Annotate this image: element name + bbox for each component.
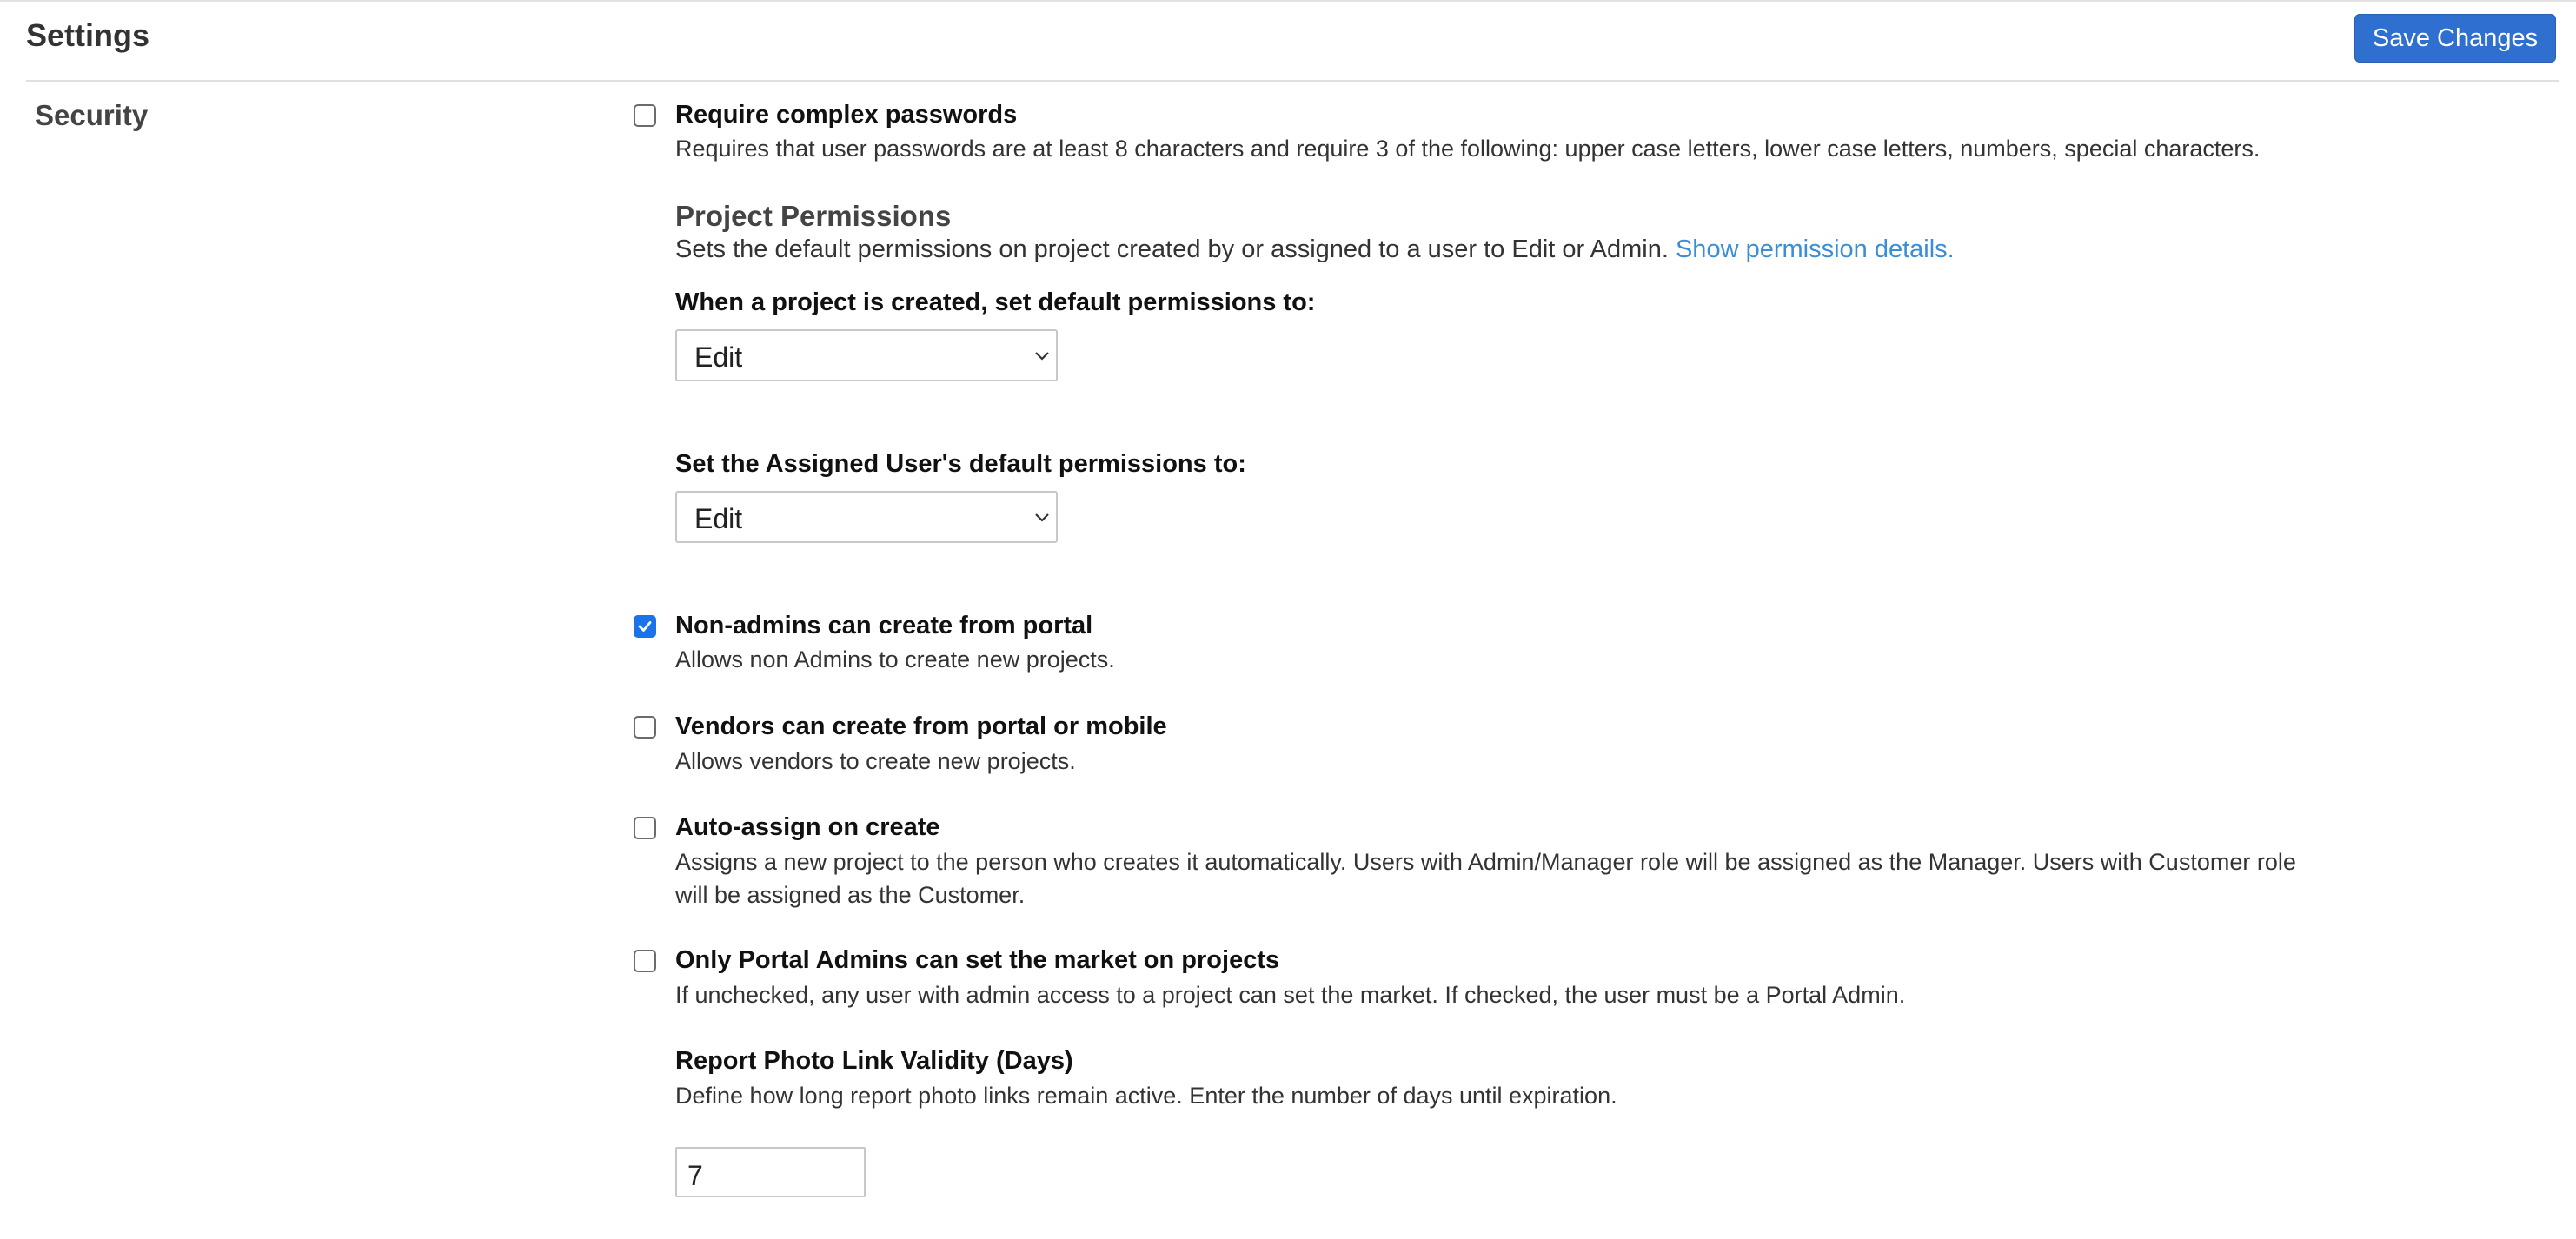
project-permissions-description-text: Sets the default permissions on project created by or assigned to a user to Edit or Admin. xyxy=(675,235,1669,263)
auto-assign-checkbox[interactable] xyxy=(634,817,656,839)
assigned-permissions-label: Set the Assigned User's default permissions to: xyxy=(675,450,1246,478)
auto-assign-title: Auto-assign on create xyxy=(675,813,940,841)
portal-admins-market-description: If unchecked, any user with admin access to a project can set the market. If checked, the user must be a Portal Admin. xyxy=(675,982,1906,1008)
vendors-create-title: Vendors can create from portal or mobile xyxy=(675,712,1167,740)
page-title: Settings xyxy=(26,17,150,53)
section-title-security: Security xyxy=(35,99,149,131)
report-photo-validity-input[interactable] xyxy=(675,1147,866,1197)
portal-admins-market-title: Only Portal Admins can set the market on projects xyxy=(675,946,1280,974)
complex-passwords-description: Requires that user passwords are at least 8 characters and require 3 of the following: upper case letters, lower case letters, numbers, special characters. xyxy=(675,136,2261,162)
project-permissions-description xyxy=(675,235,1955,264)
chevron-down-icon xyxy=(1033,350,1051,362)
non-admins-create-title: Non-admins can create from portal xyxy=(675,612,1093,639)
created-permissions-value: Edit xyxy=(694,341,743,373)
created-permissions-select[interactable] xyxy=(675,329,1058,381)
settings-header xyxy=(0,0,2576,80)
auto-assign-description-line2: will be assigned as the Customer. xyxy=(675,882,1026,908)
vendors-create-description: Allows vendors to create new projects. xyxy=(675,748,1076,774)
report-photo-validity-description: Define how long report photo links remain active. Enter the number of days until expiration. xyxy=(675,1083,1617,1109)
project-permissions-heading: Project Permissions xyxy=(675,200,952,232)
complex-passwords-title: Require complex passwords xyxy=(675,101,1018,129)
save-changes-button[interactable]: Save Changes xyxy=(2354,14,2556,63)
checkmark-icon xyxy=(637,619,653,634)
auto-assign-description-line1: Assigns a new project to the person who creates it automatically. Users with Admin/Manager role will be assigned as the Manager. Users with Customer role xyxy=(675,849,2296,875)
assigned-permissions-select[interactable] xyxy=(675,491,1058,543)
assigned-permissions-value: Edit xyxy=(694,503,743,534)
show-permission-details-link[interactable]: Show permission details. xyxy=(1675,235,1955,263)
portal-admins-market-checkbox[interactable] xyxy=(634,950,656,972)
created-permissions-label: When a project is created, set default permissions to: xyxy=(675,288,1316,316)
report-photo-validity-title: Report Photo Link Validity (Days) xyxy=(675,1047,1073,1075)
complex-passwords-checkbox[interactable] xyxy=(634,104,656,127)
chevron-down-icon xyxy=(1033,512,1051,524)
non-admins-create-checkbox[interactable] xyxy=(634,615,656,638)
header-divider xyxy=(26,80,2559,82)
vendors-create-checkbox[interactable] xyxy=(634,716,656,739)
non-admins-create-description: Allows non Admins to create new projects. xyxy=(675,646,1115,673)
